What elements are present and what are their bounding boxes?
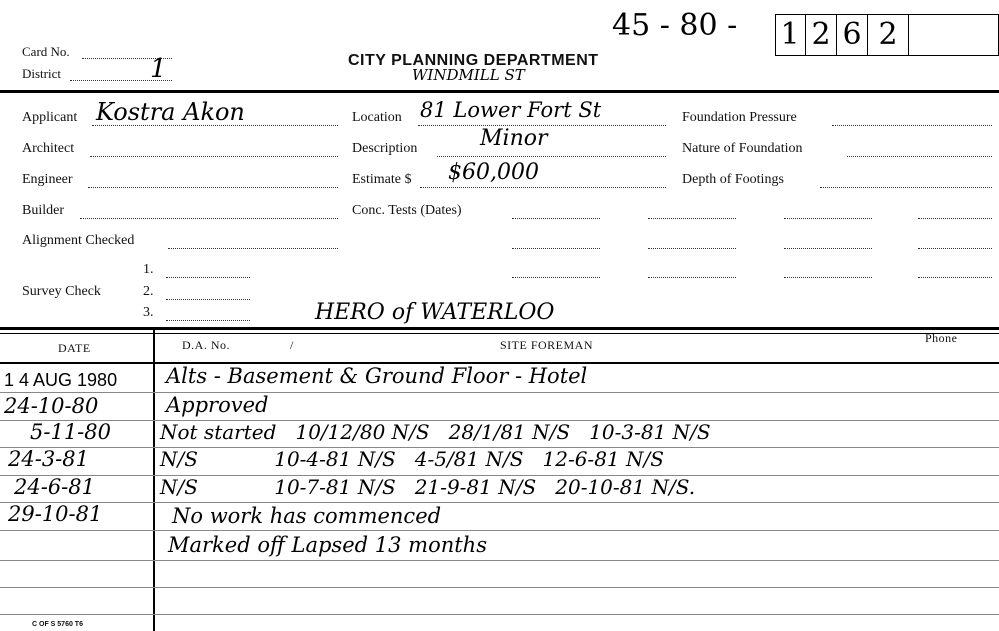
row-entry: Approved — [166, 393, 269, 417]
row-date: 24-3-81 — [8, 447, 89, 471]
estimate-label: Estimate $ — [352, 172, 412, 187]
row-entry: Marked off Lapsed 13 months — [168, 533, 487, 557]
reference-digit: 6 — [837, 14, 868, 56]
architect-label: Architect — [22, 141, 75, 156]
description-value: Minor — [480, 126, 548, 151]
reference-digits — [775, 14, 909, 56]
conc-tests-label: Conc. Tests (Dates) — [352, 203, 462, 218]
col-date-header: DATE — [58, 341, 91, 355]
depth-of-footings-label: Depth of Footings — [682, 172, 784, 187]
col-da-slash: / — [290, 338, 294, 352]
survey-num-2: 2. — [143, 284, 154, 299]
applicant-value: Kostra Akon — [96, 98, 245, 126]
row-entry: N/S 10-7-81 N/S 21-9-81 N/S 20-10-81 N/S. — [160, 475, 696, 499]
col-da-header: D.A. No. — [182, 338, 230, 352]
estimate-value: $60,000 — [448, 160, 539, 185]
engineer-label: Engineer — [22, 172, 73, 187]
col-phone-header: Phone — [925, 331, 958, 345]
location-value: 81 Lower Fort St — [420, 98, 602, 122]
reference-digit: 1 — [775, 14, 806, 56]
street-note: WINDMILL ST — [412, 66, 525, 84]
row-entry: Alts - Basement & Ground Floor - Hotel — [166, 364, 588, 388]
alignment-checked-label: Alignment Checked — [22, 233, 135, 248]
row-date: 5-11-80 — [30, 420, 111, 444]
district-label: District — [22, 66, 61, 81]
row-date: 24-10-80 — [4, 394, 99, 418]
row-date: 29-10-81 — [8, 502, 103, 526]
reference-digit: 2 — [868, 14, 909, 56]
reference-prefix: 45 - 80 - — [612, 8, 738, 43]
page-title: CITY PLANNING DEPARTMENT — [348, 52, 599, 69]
district-value: 1 — [150, 54, 167, 84]
location-label: Location — [352, 110, 402, 125]
nature-of-foundation-label: Nature of Foundation — [682, 141, 803, 156]
foundation-pressure-label: Foundation Pressure — [682, 110, 797, 125]
col-site-foreman-header: SITE FOREMAN — [500, 338, 594, 352]
card-no-label: Card No. — [22, 44, 70, 59]
builder-label: Builder — [22, 203, 64, 218]
applicant-label: Applicant — [22, 110, 78, 125]
survey-num-3: 3. — [143, 305, 154, 320]
reference-digit: 2 — [806, 14, 837, 56]
form-code: C OF S 5760 T6 — [32, 621, 83, 628]
row-entry: N/S 10-4-81 N/S 4-5/81 N/S 12-6-81 N/S — [160, 447, 664, 471]
description-label: Description — [352, 141, 418, 156]
survey-check-label: Survey Check — [22, 284, 101, 299]
hotel-name: HERO of WATERLOO — [315, 300, 555, 325]
survey-num-1: 1. — [143, 262, 154, 277]
row-date: 1 4 AUG 1980 — [4, 370, 118, 390]
row-entry: No work has commenced — [172, 504, 442, 528]
row-date: 24-6-81 — [14, 475, 95, 499]
row-entry: Not started 10/12/80 N/S 28/1/81 N/S 10-3-81 N/S — [160, 420, 711, 444]
